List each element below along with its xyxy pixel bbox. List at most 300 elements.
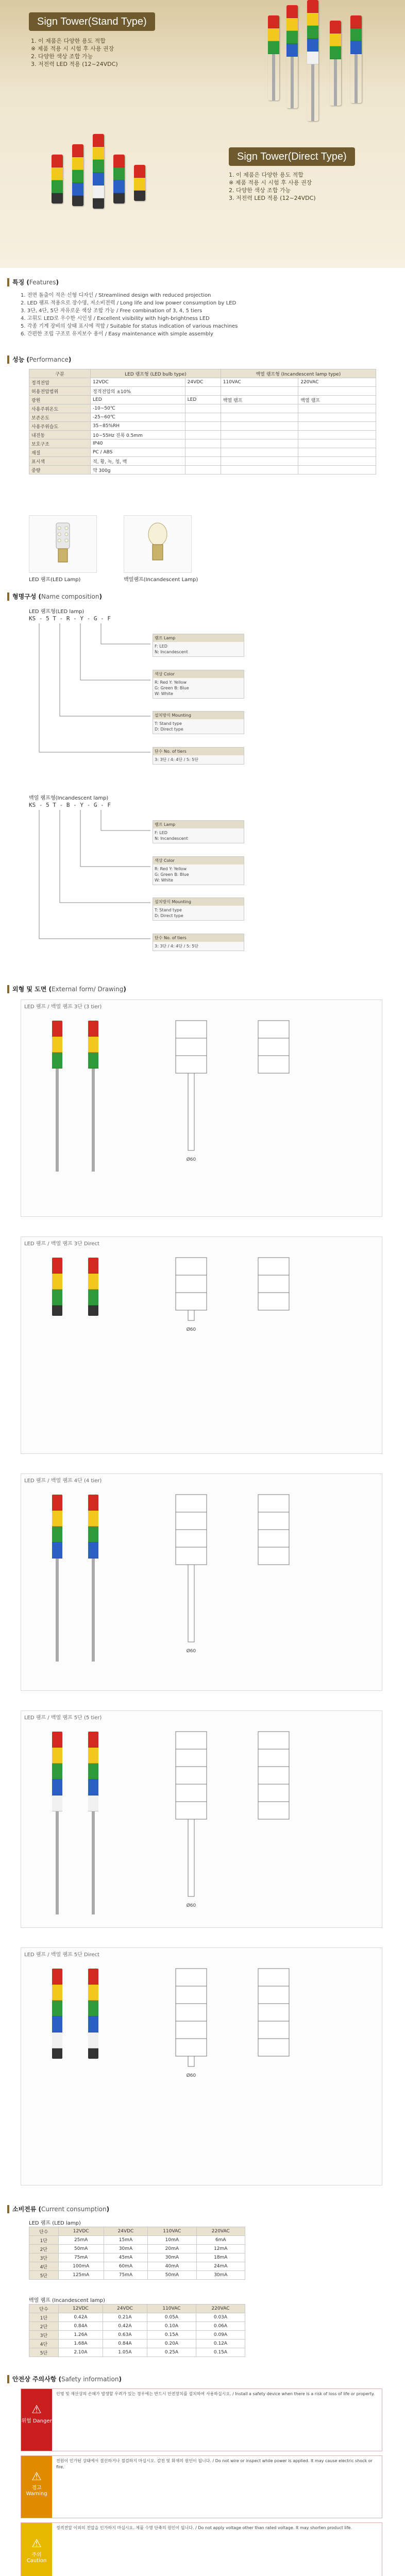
table-cell: 24VDC <box>185 378 221 387</box>
tower-segment <box>52 2001 62 2016</box>
table-cell <box>298 422 376 431</box>
tower-photo <box>88 1258 98 1316</box>
safety-row <box>21 2522 382 2576</box>
table-row <box>29 2271 245 2280</box>
table-row <box>29 378 376 387</box>
direct-bullet: 1. 이 제품은 다양한 용도 적합 <box>229 172 303 178</box>
name-box-line: T: Stand type <box>155 908 182 912</box>
feature-item: 4. 고휘도 LED로 우수한 시인성 / Excellent visibility with high-brightness LED <box>21 316 210 321</box>
table-cell <box>185 431 221 439</box>
table-cell: LED <box>91 396 185 404</box>
safety-text: 정격전압 이외의 전압을 인가하지 마십시오. 제품 수명 단축의 원인이 됩니다. / Do not apply voltage other than rated voltage. It may shorten product life. <box>56 2526 352 2530</box>
name-box-head: 램프 Lamp <box>153 634 244 642</box>
tower-segment <box>88 1764 98 1780</box>
table-cell: 0.12A <box>196 2340 245 2348</box>
direct-bullet: 2. 다양한 색상 조합 가능 <box>229 187 291 194</box>
drawing-tier <box>176 1512 207 1530</box>
tower-segment <box>88 1053 98 1069</box>
name-box <box>153 634 244 657</box>
table-row <box>29 413 376 422</box>
drawing-tier <box>258 1293 289 1310</box>
table-cell <box>221 448 298 457</box>
external-form-panel <box>21 1473 382 1691</box>
features-list <box>21 292 309 338</box>
name-box-head: 설치방식 Mounting <box>153 898 244 906</box>
name-box-head: 색상 Color <box>153 857 244 865</box>
safety-row <box>21 2455 382 2518</box>
table-cell <box>185 387 221 396</box>
section-title-en: Current consumption <box>41 2206 107 2213</box>
table-cell <box>298 448 376 457</box>
led-lamp-label: LED 램프(LED Lamp) <box>29 577 81 583</box>
drawing-pole <box>188 1565 194 1642</box>
table-cell <box>298 387 376 396</box>
tower-segment <box>88 1795 98 1811</box>
tower-base <box>92 1558 95 1662</box>
table-cell: 110VAC <box>221 378 298 387</box>
table-cell: 24mA <box>196 2262 245 2271</box>
tower-segment <box>52 1053 62 1069</box>
table-cell: 25mA <box>58 2236 104 2245</box>
incandescent-lamp-image <box>124 515 192 573</box>
tower-image <box>52 155 63 204</box>
direct-bullets <box>229 171 316 202</box>
table-cell: 12VDC <box>91 378 185 387</box>
table-cell <box>185 439 221 448</box>
external-drawing <box>155 1726 372 1922</box>
table-cell <box>221 431 298 439</box>
name-box-line: W: White <box>155 878 173 883</box>
tower-segment <box>52 1780 62 1795</box>
table-header: 110VAC <box>148 2227 196 2236</box>
tower-segment <box>88 1021 98 1037</box>
table-cell: 0.05A <box>147 2313 196 2322</box>
table-row <box>29 2322 245 2331</box>
table-cell: 1단 <box>29 2236 59 2245</box>
table-cell <box>185 422 221 431</box>
led-lamp-image <box>29 515 97 573</box>
tower-segment <box>88 1748 98 1764</box>
name-box-line: R: Red Y: Yellow <box>155 867 187 871</box>
table-header: 구분 <box>29 369 91 378</box>
name-box-line: 3: 3단 / 4: 4단 / 5: 5단 <box>155 944 199 948</box>
tower-photo <box>88 1732 98 1914</box>
tower-segment <box>52 2016 62 2032</box>
table-cell: 재질 <box>29 448 91 457</box>
drawing-tier <box>258 1732 289 1749</box>
drawing-tier <box>258 1749 289 1767</box>
table-cell: 75mA <box>58 2253 104 2262</box>
tower-segment <box>52 1764 62 1780</box>
tower-segment <box>88 1543 98 1558</box>
tower-segment <box>88 1527 98 1543</box>
table-cell <box>221 439 298 448</box>
tower-base <box>56 1069 59 1172</box>
table-row <box>29 387 376 396</box>
drawing-tier <box>258 1258 289 1275</box>
table-cell: 0.03A <box>196 2313 245 2322</box>
name-box-head: 색상 Color <box>153 670 244 678</box>
tower-photo <box>52 1021 62 1172</box>
tower-segment <box>88 1780 98 1795</box>
section-title-features: 특징 (Features) <box>7 278 59 286</box>
drawing-tier <box>258 1495 289 1512</box>
tower-segment <box>88 2001 98 2016</box>
table-cell: 1단 <box>29 2313 59 2322</box>
tower-segment <box>88 1969 98 1985</box>
name-box <box>153 670 244 699</box>
table-cell: 30mA <box>196 2271 245 2280</box>
table-row <box>29 2253 245 2262</box>
current-table <box>29 2304 245 2357</box>
name-box-line: R: Red Y: Yellow <box>155 680 187 685</box>
stand-bullet: ※ 제품 적용 시 시험 후 사용 권장 <box>31 45 114 52</box>
external-form-panel <box>21 999 382 1217</box>
direct-bullet: ※ 제품 적용 시 시험 후 사용 권장 <box>229 179 312 186</box>
table-cell: IP40 <box>91 439 185 448</box>
drawing-tier <box>176 1547 207 1565</box>
external-form-caption: LED 램프 / 백열 램프 3단 (3 tier) <box>24 1004 102 1010</box>
drawing-tier <box>176 2039 207 2056</box>
tower-base <box>56 1811 59 1914</box>
table-cell: PC / ABS <box>91 448 185 457</box>
table-cell: 0.63A <box>103 2331 147 2340</box>
table-cell <box>298 466 376 474</box>
external-drawing <box>155 1015 372 1211</box>
table-cell <box>185 457 221 466</box>
table-cell: 중량 <box>29 466 91 474</box>
drawing-tier <box>176 1530 207 1547</box>
table-cell: 20mA <box>148 2245 196 2253</box>
table-cell: -25~60℃ <box>91 413 185 422</box>
table-cell: 40mA <box>148 2262 196 2271</box>
performance-table <box>29 369 376 474</box>
stand-bullet: 2. 다양한 색상 조합 가능 <box>31 53 93 60</box>
table-cell <box>298 439 376 448</box>
table-cell: 50mA <box>58 2245 104 2253</box>
table-cell <box>298 404 376 413</box>
tower-segment <box>52 1527 62 1543</box>
table-cell: 125mA <box>58 2271 104 2280</box>
tower-segment <box>52 1732 62 1748</box>
table-row <box>29 457 376 466</box>
tower-segment <box>52 1037 62 1053</box>
table-header: 단수 <box>29 2304 59 2313</box>
external-form-caption: LED 램프 / 백열 램프 5단 Direct <box>24 1952 99 1958</box>
safety-label <box>21 2389 52 2451</box>
dimension-label: Ø60 <box>186 2073 196 2078</box>
table-cell: 35~85%RH <box>91 422 185 431</box>
tower-segment <box>88 2032 98 2048</box>
tower-base <box>52 1306 62 1316</box>
tower-segment <box>52 1969 62 1985</box>
tower-segment <box>52 1985 62 2001</box>
table-cell: 100mA <box>58 2262 104 2271</box>
tower-segment <box>88 1985 98 2001</box>
table-cell <box>185 413 221 422</box>
drawing-pole <box>188 1310 194 1320</box>
table-cell <box>298 413 376 422</box>
table-cell: 보호구조 <box>29 439 91 448</box>
table-cell: 사용주위습도 <box>29 422 91 431</box>
table-cell: 0.84A <box>103 2340 147 2348</box>
current-table <box>29 2227 245 2280</box>
drawing-tier <box>258 1530 289 1547</box>
tower-segment <box>52 1290 62 1306</box>
section-title-ko: 특징 <box>12 279 25 286</box>
table-row <box>29 2313 245 2322</box>
drawing-tier <box>258 1767 289 1784</box>
stand-bullets <box>31 37 118 68</box>
table-row <box>29 2262 245 2271</box>
section-title-ko: 형명구성 <box>12 593 37 600</box>
drawing-tier <box>176 1784 207 1802</box>
drawing-tier <box>176 1749 207 1767</box>
table-header-row <box>29 369 376 378</box>
table-cell: 2단 <box>29 2322 59 2331</box>
table-cell: 0.42A <box>58 2313 103 2322</box>
name-box-head: 단수 No. of tiers <box>153 934 244 942</box>
safety-text: 전원이 인가된 상태에서 결선하거나 점검하지 마십시오. 감전 및 화재의 원인이 됩니다. / Do not wire or inspect while power is applied. It may cause electric shock or fire. <box>56 2459 373 2469</box>
table-cell <box>221 387 298 396</box>
section-title-en: External form/ Drawing <box>52 986 124 993</box>
table-cell: LED <box>185 396 221 404</box>
safety-label-text: 위험 Danger <box>21 2418 52 2424</box>
table-cell: 0.06A <box>196 2322 245 2331</box>
table-cell <box>221 457 298 466</box>
stand-bullet: 3. 저전력 LED 적용 (12~24VDC) <box>31 61 118 67</box>
name-box-line: 3: 3단 / 4: 4단 / 5: 5단 <box>155 757 199 762</box>
table-cell: 3단 <box>29 2331 59 2340</box>
section-title-en: Features <box>29 279 56 286</box>
direct-bullet: 3. 저전력 LED 적용 (12~24VDC) <box>229 195 316 201</box>
drawing-tier <box>176 2004 207 2021</box>
section-title-safety: 안전상 주의사항 (Safety information) <box>7 2375 122 2383</box>
tower-photo <box>88 1969 98 2059</box>
table-cell <box>221 413 298 422</box>
name-led-caption: LED 램프형(LED lamp) <box>29 609 85 615</box>
table-header: 220VAC <box>196 2227 245 2236</box>
table-header: 24VDC <box>104 2227 147 2236</box>
table-cell: 10mA <box>148 2236 196 2245</box>
table-cell: 2.10A <box>58 2348 103 2357</box>
table-header: 110VAC <box>147 2304 196 2313</box>
section-title-en: Name composition <box>41 593 99 600</box>
table-cell <box>185 404 221 413</box>
table-cell: 12mA <box>196 2245 245 2253</box>
name-box <box>153 934 244 951</box>
drawing-tier <box>258 2021 289 2039</box>
drawing-tier <box>258 1784 289 1802</box>
drawing-tier <box>176 1275 207 1293</box>
table-row <box>29 422 376 431</box>
stand-type-title: Sign Tower(Stand Type) <box>29 12 155 31</box>
table-row <box>29 2331 245 2340</box>
table-row <box>29 2348 245 2357</box>
table-cell: 1.26A <box>58 2331 103 2340</box>
drawing-tier <box>258 1021 289 1038</box>
tower-base <box>92 1069 95 1172</box>
table-cell: 적, 황, 녹, 청, 백 <box>91 457 185 466</box>
name-box-head: 램프 Lamp <box>153 821 244 828</box>
safety-label <box>21 2456 52 2518</box>
drawing-tier <box>176 1732 207 1749</box>
name-box-head: 단수 No. of tiers <box>153 748 244 755</box>
drawing-tier <box>258 2039 289 2056</box>
section-title-en: Performance <box>29 356 69 363</box>
drawing-tier <box>176 1802 207 1819</box>
section-title-external: 외형 및 도면 (External form/ Drawing) <box>7 985 126 993</box>
external-form-caption: LED 램프 / 백열 램프 3단 Direct <box>24 1241 99 1247</box>
table-cell: 백열 램프 <box>298 396 376 404</box>
section-title-name: 형명구성 (Name composition) <box>7 592 102 601</box>
tower-base <box>52 2048 62 2059</box>
name-box-line: D: Direct type <box>155 913 183 918</box>
drawing-pole <box>188 1073 194 1150</box>
drawing-tier <box>176 1986 207 2004</box>
table-header: 24VDC <box>103 2304 147 2313</box>
external-form-panel <box>21 1710 382 1928</box>
table-cell: 정격전압 <box>29 378 91 387</box>
hero-banner <box>0 0 405 268</box>
drawing-tier <box>176 1969 207 1986</box>
table-cell: 허용전압범위 <box>29 387 91 396</box>
drawing-tier <box>258 1969 289 1986</box>
external-form-caption: LED 램프 / 백열 램프 4단 (4 tier) <box>24 1478 102 1484</box>
tower-base <box>88 1306 98 1316</box>
name-box <box>153 820 244 843</box>
tower-photo <box>52 1732 62 1914</box>
warning-icon: ⚠ <box>31 2537 42 2550</box>
external-form-panel <box>21 1236 382 1454</box>
table-cell: 45mA <box>104 2253 147 2262</box>
drawing-pole <box>188 1819 194 1896</box>
name-box <box>153 747 244 765</box>
drawing-tier <box>258 1038 289 1056</box>
tower-photo <box>52 1495 62 1662</box>
incandescent-lamp-icon <box>124 516 191 572</box>
name-box-line: F: LED <box>155 831 167 835</box>
tower-segment <box>52 1274 62 1290</box>
drawing-tier <box>176 1021 207 1038</box>
table-cell: 5단 <box>29 2271 59 2280</box>
table-cell: 18mA <box>196 2253 245 2262</box>
table-header: 백열 램프형 (Incandescent lamp type) <box>221 369 376 378</box>
table-cell <box>221 466 298 474</box>
current-table-title: LED 램프 (LED lamp) <box>29 2221 81 2226</box>
table-cell: 표시색 <box>29 457 91 466</box>
name-box-line: W: White <box>155 691 173 696</box>
table-cell: 광원 <box>29 396 91 404</box>
safety-label-text: 주의 Caution <box>26 2552 47 2564</box>
table-row <box>29 404 376 413</box>
table-cell: 3단 <box>29 2253 59 2262</box>
table-row <box>29 2340 245 2348</box>
name-box-line: N: Incandescent <box>155 836 188 841</box>
name-box-line: N: Incandescent <box>155 650 188 654</box>
name-box-line: D: Direct type <box>155 727 183 732</box>
drawing-tier <box>176 1056 207 1073</box>
table-cell: 15mA <box>104 2236 147 2245</box>
drawing-tier <box>176 1038 207 1056</box>
tower-image <box>72 144 83 206</box>
dimension-label: Ø60 <box>186 1157 196 1162</box>
tower-image <box>330 21 341 106</box>
feature-item: 5. 각종 기계 장비의 상태 표시에 적합 / Suitable for status indication of various machines <box>21 324 238 329</box>
name-inc-caption: 백열 램프형(Incandescent lamp) <box>29 795 109 801</box>
feature-item: 6. 간편한 조립 구조로 유지보수 용이 / Easy maintenance with simple assembly <box>21 331 213 337</box>
tower-segment <box>52 1258 62 1274</box>
table-cell: 0.15A <box>196 2348 245 2357</box>
drawing-tier <box>258 1547 289 1565</box>
table-cell: 보존온도 <box>29 413 91 422</box>
table-cell: 0.20A <box>147 2340 196 2348</box>
tower-image <box>134 165 145 201</box>
table-cell: 약 300g <box>91 466 185 474</box>
table-cell: 0.42A <box>103 2322 147 2331</box>
tower-segment <box>52 1543 62 1558</box>
table-header: 12VDC <box>58 2227 104 2236</box>
table-row <box>29 2236 245 2245</box>
direct-type-title: Sign Tower(Direct Type) <box>229 147 355 166</box>
name-box-line: G: Green B: Blue <box>155 872 189 877</box>
tower-segment <box>52 1021 62 1037</box>
table-header-row <box>29 2304 245 2313</box>
tower-image <box>350 15 362 103</box>
tower-base <box>56 1558 59 1662</box>
table-cell: 4단 <box>29 2262 59 2271</box>
table-cell: 30mA <box>104 2245 147 2253</box>
tower-base <box>92 1811 95 1914</box>
external-form-panel <box>21 1947 382 2185</box>
drawing-tier <box>176 1495 207 1512</box>
current-table-title: 백열 램프 (Incandescent lamp) <box>29 2298 105 2303</box>
table-row <box>29 439 376 448</box>
table-cell <box>185 466 221 474</box>
table-header: 220VAC <box>196 2304 245 2313</box>
table-cell: 220VAC <box>298 378 376 387</box>
external-drawing <box>155 1963 372 2180</box>
tower-photo <box>88 1021 98 1172</box>
table-row <box>29 448 376 457</box>
table-cell: 2단 <box>29 2245 59 2253</box>
table-cell: 정격전압의 ±10% <box>91 387 185 396</box>
section-title-ko: 소비전류 <box>12 2206 37 2213</box>
section-title-ko: 외형 및 도면 <box>12 986 47 993</box>
tower-image <box>286 5 298 108</box>
tower-segment <box>88 1274 98 1290</box>
table-cell: 1.05A <box>103 2348 147 2357</box>
name-box-line: G: Green B: Blue <box>155 686 189 690</box>
safety-row <box>21 2388 382 2451</box>
drawing-pole <box>188 2056 194 2066</box>
table-cell <box>298 457 376 466</box>
tower-image <box>268 15 279 100</box>
tower-segment <box>88 2016 98 2032</box>
warning-icon: ⚠ <box>31 2470 42 2483</box>
drawing-tier <box>258 1275 289 1293</box>
table-cell: 0.10A <box>147 2322 196 2331</box>
dimension-label: Ø60 <box>186 1649 196 1654</box>
drawing-tier <box>258 2004 289 2021</box>
section-title-performance: 성능 (Performance) <box>7 355 71 364</box>
section-title-ko: 안전상 주의사항 <box>12 2376 57 2383</box>
tower-image <box>113 155 125 204</box>
tower-segment <box>52 1795 62 1811</box>
tower-segment <box>88 1732 98 1748</box>
tower-segment <box>52 1511 62 1527</box>
dimension-label: Ø60 <box>186 1327 196 1332</box>
